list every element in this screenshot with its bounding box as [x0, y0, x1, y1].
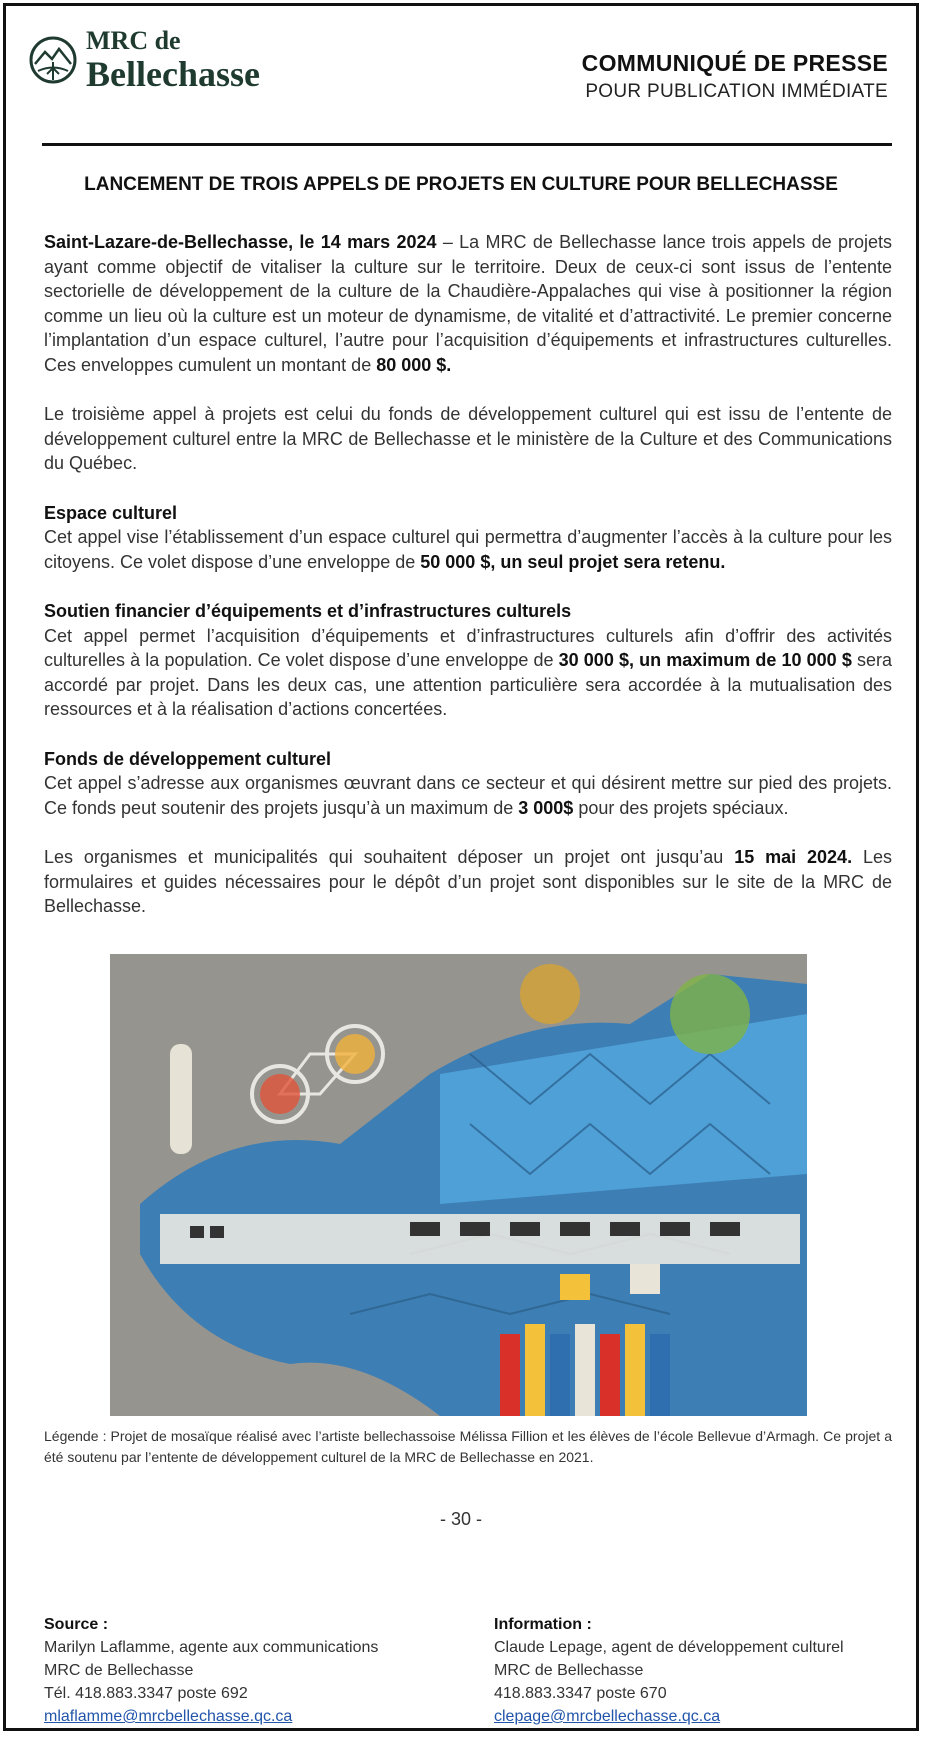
- logo-wordmark: [86, 28, 260, 92]
- intro-amount: 80 000 $.: [376, 354, 452, 375]
- intro-text: – La MRC de Bellechasse lance trois appels de projets ayant comme objectif de vitaliser la culture sur le territoire. Deux de ceux-ci sont issus de l’entente sectorielle de développement de la culture de la Chaudière-Appalaches qui vise à positionner la région comme un lieu où la culture est un moteur de dynamisme, de vitalité et d’attractivité. Le premier concerne l’implantation d’un espace culturel, l’autre pour l’acquisition d’équipements et infrastructures culturelles. Ces enveloppes cumulent un montant de: [44, 232, 892, 375]
- information-name: Claude Lepage, agent de développement culturel: [494, 1639, 844, 1656]
- header-divider: [42, 143, 892, 146]
- source-contact: [44, 1613, 378, 1728]
- second-paragraph: Le troisième appel à projets est celui du fonds de développement culturel qui est issu de l’entente de développement culturel entre la MRC de Bellechasse et le ministère de la Culture et des Communications du Québec.: [44, 404, 892, 473]
- page-number: - 30 -: [439, 1509, 482, 1529]
- release-body: [44, 230, 892, 944]
- section-text-fonds-developpement: Cet appel s’adresse aux organismes œuvrant dans ce secteur et qui désirent mettre sur pied des projets. Ce fonds peut soutenir des projets jusqu’à un maximum de 3 000$ pour des projets spéciaux.: [44, 773, 892, 818]
- press-release-page: [3, 3, 919, 1731]
- mosaic-photo: [110, 954, 807, 1416]
- information-email-link[interactable]: clepage@mrcbellechasse.qc.ca: [494, 1708, 721, 1725]
- information-contact: [494, 1613, 844, 1728]
- logo-line-2: Bellechasse: [86, 54, 260, 94]
- mrc-bellechasse-logo: [28, 28, 260, 92]
- source-org: MRC de Bellechasse: [44, 1662, 194, 1679]
- source-email-link[interactable]: mlaflamme@mrcbellechasse.qc.ca: [44, 1708, 293, 1725]
- logo-emblem-icon: [28, 28, 78, 92]
- closing-paragraph: Les organismes et municipalités qui souhaitent déposer un projet ont jusqu’au 15 mai 2024. Les formulaires et guides nécessaires pour le dépôt d’un projet sont disponibles sur le site de la MRC de Bellechasse.: [44, 847, 892, 916]
- logo-line-1: MRC de: [86, 26, 181, 55]
- section-text-espace-culturel: Cet appel vise l’établissement d’un espace culturel qui permettra d’augmenter l’accès à la culture pour les citoyens. Ce volet dispose d’une enveloppe de 50 000 $, un seul projet sera retenu.: [44, 527, 892, 572]
- information-org: MRC de Bellechasse: [494, 1662, 644, 1679]
- source-phone: Tél. 418.883.3347 poste 692: [44, 1685, 248, 1702]
- information-phone: 418.883.3347 poste 670: [494, 1685, 667, 1702]
- section-text-soutien-financier: Cet appel permet l’acquisition d’équipements et d’infrastructures culturels afin d’offrir des activités culturelles à la population. Ce volet dispose d’une enveloppe de 30 000 $, un maximum de 10 000 $ sera accordé par projet. Dans les deux cas, une attention particulière sera accordée à la mutualisation des ressources et à la réalisation d’actions concertées.: [44, 625, 892, 719]
- information-heading: Information :: [494, 1616, 592, 1633]
- section-heading-fonds-developpement: Fonds de développement culturel: [44, 748, 332, 769]
- headline: LANCEMENT DE TROIS APPELS DE PROJETS EN CULTURE POUR BELLECHASSE: [84, 174, 838, 195]
- source-name: Marilyn Laflamme, agente aux communications: [44, 1639, 379, 1656]
- release-title: COMMUNIQUÉ DE PRESSE: [581, 50, 888, 76]
- intro-paragraph: [44, 230, 892, 377]
- dateline: Saint-Lazare-de-Bellechasse, le 14 mars 2024: [44, 232, 437, 252]
- section-heading-espace-culturel: Espace culturel: [44, 502, 178, 523]
- mosaic-illustration: [110, 954, 807, 1416]
- release-header: [582, 50, 888, 103]
- section-heading-soutien-financier: Soutien financier d’équipements et d’infrastructures culturels: [44, 601, 572, 621]
- source-heading: Source :: [44, 1616, 109, 1633]
- photo-caption: Légende : Projet de mosaïque réalisé avec l’artiste bellechassoise Mélissa Fillion et les élèves de l’école Bellevue d’Armagh. Ce projet a été soutenu par l’entente de développement culturel de la MRC de Bellechasse en 2021.: [44, 1428, 892, 1465]
- release-subtitle: POUR PUBLICATION IMMÉDIATE: [585, 81, 888, 102]
